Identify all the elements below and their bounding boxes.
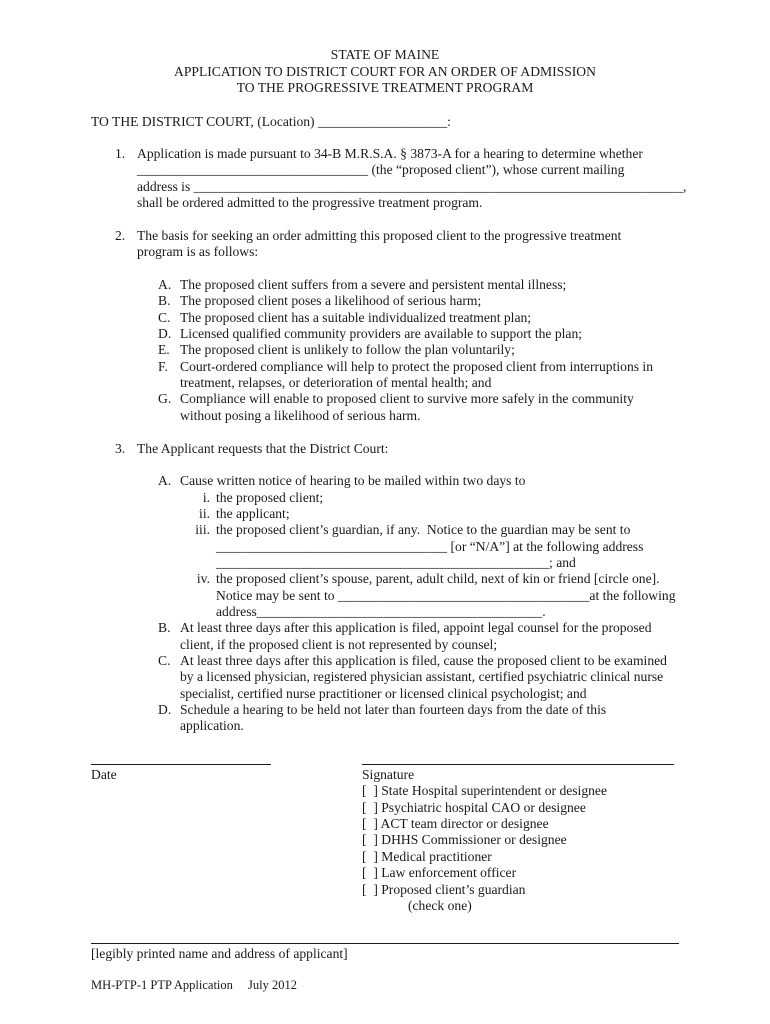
request-item-continued: specialist, certified nurse practitioner or licensed clinical psychologist; and [180, 686, 587, 701]
basis-item: The proposed client suffers from a severe and persistent mental illness; [180, 277, 567, 292]
date-line[interactable] [91, 764, 271, 765]
signature-line[interactable] [362, 764, 674, 765]
proposed-client-name-line[interactable]: __________________________________ (the “proposed client”), whose current mailing [137, 162, 625, 177]
check-one-note: (check one) [408, 898, 472, 913]
basis-item: Compliance will enable to proposed client to survive more safely in the community [180, 391, 634, 406]
form-subtitle: TO THE PROGRESSIVE TREATMENT PROGRAM [236, 80, 534, 95]
item3-number: 3. [115, 441, 126, 456]
signer-role-checkbox[interactable]: [ ] ACT team director or designee [362, 816, 549, 831]
form-title: APPLICATION TO DISTRICT COURT FOR AN ORDER OF ADMISSION [174, 64, 596, 79]
mailing-address-line[interactable]: address is ________________________________________________________________________, [137, 179, 687, 194]
basis-item: The proposed client has a suitable individualized treatment plan; [180, 310, 532, 325]
basis-letter: G. [158, 391, 172, 406]
basis-letter: E. [158, 342, 170, 357]
applicant-label: [legibly printed name and address of applicant] [91, 946, 348, 961]
court-location-line[interactable]: TO THE DISTRICT COURT, (Location) ___________________: [91, 114, 451, 129]
signer-role-checkbox[interactable]: [ ] Law enforcement officer [362, 865, 517, 880]
item1-line4: shall be ordered admitted to the progressive treatment program. [137, 195, 483, 210]
item2-number: 2. [115, 228, 126, 243]
signer-role-checkbox[interactable]: [ ] Psychiatric hospital CAO or designee [362, 800, 586, 815]
signer-role-checkbox[interactable]: [ ] Medical practitioner [362, 849, 492, 864]
form-date: July 2012 [248, 978, 297, 992]
notice-roman: ii. [199, 506, 210, 521]
form-id: MH-PTP-1 PTP Application [91, 978, 233, 992]
request-item: Schedule a hearing to be held not later than fourteen days from the date of this [180, 702, 607, 717]
signer-role-checkbox[interactable]: [ ] DHHS Commissioner or designee [362, 832, 567, 847]
notice-recipient: the proposed client; [216, 490, 324, 505]
notice-recipient: the proposed client’s spouse, parent, adult child, next of kin or friend [circle one]. [216, 571, 660, 586]
basis-item: The proposed client poses a likelihood of serious harm; [180, 293, 482, 308]
request-item-continued: application. [180, 718, 244, 733]
basis-item: The proposed client is unlikely to follow the plan voluntarily; [180, 342, 515, 357]
form-state-heading: STATE OF MAINE [330, 47, 440, 62]
basis-item: Court-ordered compliance will help to protect the proposed client from interruptions in [180, 359, 654, 374]
request-letter: C. [158, 653, 171, 668]
request-item-continued: by a licensed physician, registered physician assistant, certified psychiatric clinical nurse [180, 669, 664, 684]
item2-line2: program is as follows: [137, 244, 259, 259]
item1-line1: Application is made pursuant to 34-B M.R.S.A. § 3873-A for a hearing to determine whether [137, 146, 643, 161]
date-label: Date [91, 767, 117, 782]
request-letter: A. [158, 473, 172, 488]
notice-roman: i. [202, 490, 210, 505]
basis-item-continued: without posing a likelihood of serious harm. [180, 408, 421, 423]
notice-roman: iii. [195, 522, 210, 537]
guardian-address-line[interactable]: _________________________________________________; and [216, 555, 576, 570]
relative-address-line[interactable]: address__________________________________________. [216, 604, 546, 619]
request-item: Cause written notice of hearing to be mailed within two days to [180, 473, 526, 488]
basis-letter: C. [158, 310, 171, 325]
notice-roman: iv. [196, 571, 210, 586]
basis-letter: F. [158, 359, 168, 374]
basis-letter: A. [158, 277, 172, 292]
item1-number: 1. [115, 146, 126, 161]
applicant-name-line[interactable] [91, 943, 679, 944]
basis-letter: B. [158, 293, 171, 308]
request-letter: D. [158, 702, 172, 717]
item2-line1: The basis for seeking an order admitting this proposed client to the progressive treatment [137, 228, 622, 243]
request-item-continued: client, if the proposed client is not represented by counsel; [180, 637, 498, 652]
signer-role-checkbox[interactable]: [ ] Proposed client’s guardian [362, 882, 526, 897]
item3-line1: The Applicant requests that the District Court: [137, 441, 389, 456]
guardian-name-line[interactable]: __________________________________ [or “N/A”] at the following address [216, 539, 644, 554]
basis-item: Licensed qualified community providers are available to support the plan; [180, 326, 583, 341]
basis-item-continued: treatment, relapses, or deterioration of mental health; and [180, 375, 492, 390]
relative-name-line[interactable]: Notice may be sent to _____________________________________at the following [216, 588, 676, 603]
notice-recipient: the proposed client’s guardian, if any. Notice to the guardian may be sent to [216, 522, 631, 537]
notice-recipient: the applicant; [216, 506, 290, 521]
request-letter: B. [158, 620, 171, 635]
request-item: At least three days after this application is filed, appoint legal counsel for the proposed [180, 620, 652, 635]
signer-role-checkbox[interactable]: [ ] State Hospital superintendent or designee [362, 783, 607, 798]
request-item: At least three days after this application is filed, cause the proposed client to be examined [180, 653, 667, 668]
basis-letter: D. [158, 326, 172, 341]
signature-label: Signature [362, 767, 415, 782]
